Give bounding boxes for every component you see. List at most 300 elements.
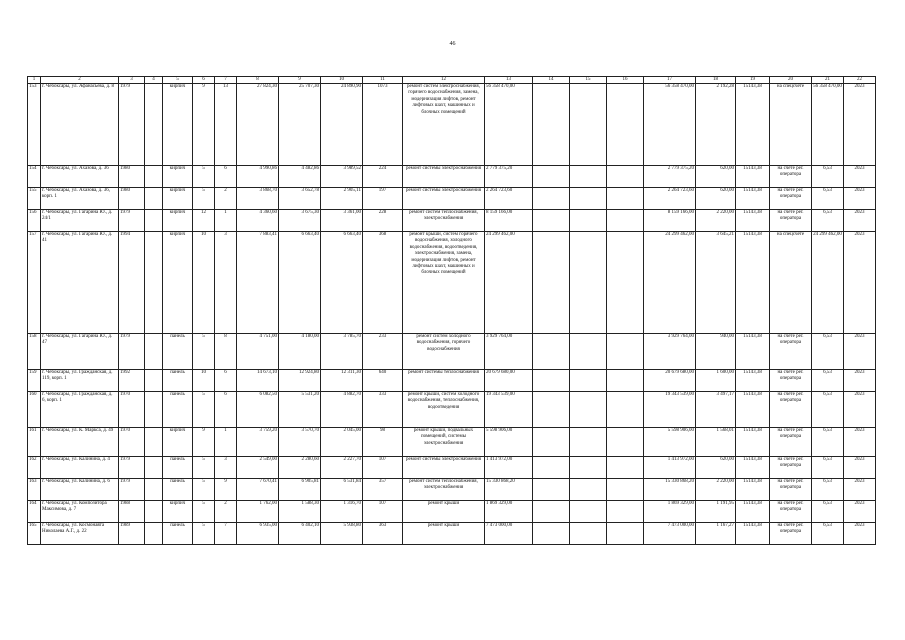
table-cell-col-11: 233 (363, 334, 403, 370)
table-cell-col-11: 228 (363, 210, 403, 232)
table-cell-col-5: панель (163, 392, 193, 428)
table-cell-col-7: 6 (215, 370, 237, 392)
table-cell-col-19: 15143,38 (736, 84, 770, 166)
table-cell-col-12: ремонт крыши, систем горячего водоснабжения, холодного водоснабжения, водоотведения, электроснабжения, замена, модернизация лифтов, ремонт лифтовых шахт, машинных и блочных помещений (403, 232, 485, 334)
table-cell-col-6: 10 (193, 370, 215, 392)
table-cell-col-7: 1 (215, 210, 237, 232)
table-cell-col-6: 12 (193, 210, 215, 232)
table-cell-col-7: 6 (215, 392, 237, 428)
column-number-cell: 16 (607, 77, 644, 84)
table-cell-col-8: 3 759,20 (237, 428, 279, 457)
table-cell-col-4 (145, 523, 163, 545)
table-row (28, 188, 876, 210)
table-cell-col-18: 1 568,01 (696, 428, 736, 457)
table-cell-col-20: на счете рег. оператора (770, 501, 812, 523)
table-cell-col-19: 15143,38 (736, 428, 770, 457)
table-cell-col-13: 24 299 462,00 (485, 232, 533, 334)
table-cell-col-20: на счете рег. оператора (770, 210, 812, 232)
table-cell-col-5: панель (163, 370, 193, 392)
table-cell-col-4 (145, 188, 163, 210)
table-cell-col-3: 1992 (119, 370, 145, 392)
table-cell-col-7: 2 (215, 501, 237, 523)
table-cell-col-6: 5 (193, 392, 215, 428)
table-cell-col-7: 9 (215, 479, 237, 501)
table-cell-col-3: 1980 (119, 166, 145, 188)
column-number-cell: 13 (485, 77, 533, 84)
column-number-cell: 6 (193, 77, 215, 84)
table-cell-col-10: 6 663,40 (321, 232, 363, 334)
table-cell-col-1: 162 (28, 457, 41, 479)
table-cell-col-21: 6,53 (812, 334, 844, 370)
table-cell-col-15 (570, 457, 607, 479)
table-cell-col-9: 1 588,30 (279, 501, 321, 523)
table-cell-col-10: 5 938,80 (321, 523, 363, 545)
table-cell-col-12: ремонт системы электроснабжения (403, 166, 485, 188)
table-row (28, 232, 876, 334)
table-cell-col-20: на счете рег. оператора (770, 188, 812, 210)
table-cell-col-15 (570, 523, 607, 545)
table-cell-col-7: 1 (215, 428, 237, 457)
table-cell-col-21: 6,53 (812, 210, 844, 232)
table-cell-col-9: 5 531,20 (279, 392, 321, 428)
table-cell-col-18: 3 497,17 (696, 392, 736, 428)
table-cell-col-6: 5 (193, 523, 215, 545)
table-row (28, 501, 876, 523)
table-cell-col-2: г. Чебоксары, ул. Гагарина Ю., д. 24/1 (41, 210, 119, 232)
table-cell-col-20: на счете рег. оператора (770, 334, 812, 370)
table-cell-col-17: 19 343 539,00 (644, 392, 696, 428)
table-row (28, 457, 876, 479)
table-cell-col-13: 8 159 166,00 (485, 210, 533, 232)
table-cell-col-2: г. Чебоксары, ул. Космонавта Николаева А.Г., д. 22 (41, 523, 119, 545)
table-cell-col-21: 6,53 (812, 501, 844, 523)
table-cell-col-4 (145, 334, 163, 370)
table-cell-col-16 (607, 84, 644, 166)
table-cell-col-10: 2 905,11 (321, 188, 363, 210)
table-cell-col-21: 6,53 (812, 370, 844, 392)
table-cell-col-2: г. Чебоксары, ул. Калинина, д. 6 (41, 479, 119, 501)
table-cell-col-19: 15143,38 (736, 334, 770, 370)
table-cell-col-22: 2023 (844, 370, 876, 392)
table-cell-col-17: 8 159 166,00 (644, 210, 696, 232)
table-cell-col-16 (607, 457, 644, 479)
table-cell-col-19: 15143,38 (736, 523, 770, 545)
column-number-cell: 11 (363, 77, 403, 84)
table-cell-col-14 (533, 334, 570, 370)
table-cell-col-20: на счете рег. оператора (770, 392, 812, 428)
table-cell-col-17: 7 473 000,00 (644, 523, 696, 545)
table-cell-col-9: 2 280,60 (279, 457, 321, 479)
table-cell-col-7: 2 (215, 188, 237, 210)
table-cell-col-2: г. Чебоксары, ул. Гражданская, д. 119, корп. 1 (41, 370, 119, 392)
table-cell-col-8: 14 673,10 (237, 370, 279, 392)
table-cell-col-13: 20 679 680,00 (485, 370, 533, 392)
column-number-cell: 15 (570, 77, 607, 84)
table-row (28, 84, 876, 166)
table-cell-col-19: 15143,38 (736, 166, 770, 188)
column-number-cell: 18 (696, 77, 736, 84)
table-cell-col-2: г. Чебоксары, ул. Композитора Максимова, д. 7 (41, 501, 119, 523)
table-cell-col-22: 2023 (844, 210, 876, 232)
table-cell-col-2: г. Чебоксары, ул. Гагарина Ю., д. 41 (41, 232, 119, 334)
table-cell-col-10: 2 227,70 (321, 457, 363, 479)
table-cell-col-5: панель (163, 457, 193, 479)
page-number: 46 (449, 41, 456, 47)
table-cell-col-7: 7 (215, 523, 237, 545)
table-cell-col-22: 2023 (844, 523, 876, 545)
table-cell-col-6: 10 (193, 232, 215, 334)
table-cell-col-20: на спецсчете (770, 84, 812, 166)
column-number-cell: 5 (163, 77, 193, 84)
table-cell-col-19: 15143,38 (736, 370, 770, 392)
table-cell-col-12: ремонт системы теплоснабжения (403, 370, 485, 392)
table-cell-col-14 (533, 84, 570, 166)
table-cell-col-18: 2 192,28 (696, 84, 736, 166)
table-cell-col-12: ремонт крыши, подвальных помещений, системы электроснабжения (403, 428, 485, 457)
table-cell-col-22: 2023 (844, 232, 876, 334)
table-cell-col-10: 6 531,84 (321, 479, 363, 501)
table-cell-col-4 (145, 392, 163, 428)
table-cell-col-1: 163 (28, 479, 41, 501)
table-cell-col-3: 1988 (119, 501, 145, 523)
table-cell-col-20: на счете рег. оператора (770, 166, 812, 188)
table-cell-col-3: 1979 (119, 457, 145, 479)
table-cell-col-9: 6 905,81 (279, 479, 321, 501)
table-cell-col-2: г. Чебоксары, ул. Гагарина Ю., д. 47 (41, 334, 119, 370)
table-row (28, 392, 876, 428)
table-cell-col-4 (145, 501, 163, 523)
table-cell-col-16 (607, 392, 644, 428)
table-cell-col-14 (533, 370, 570, 392)
table-cell-col-11: 107 (363, 501, 403, 523)
column-number-cell: 12 (403, 77, 485, 84)
table-cell-col-13: 2 264 723,60 (485, 188, 533, 210)
table-cell-col-8: 7 883,41 (237, 232, 279, 334)
column-number-cell: 19 (736, 77, 770, 84)
table-cell-col-12: ремонт крыши (403, 523, 485, 545)
table-cell-col-20: на счете рег. оператора (770, 523, 812, 545)
table-cell-col-15 (570, 188, 607, 210)
table-cell-col-21: 6,53 (812, 166, 844, 188)
table-cell-col-6: 5 (193, 501, 215, 523)
table-cell-col-10: 4 882,70 (321, 392, 363, 428)
column-number-cell: 3 (119, 77, 145, 84)
table-cell-col-22: 2023 (844, 188, 876, 210)
table-cell-col-5: кирпич (163, 428, 193, 457)
table-cell-col-3: 1979 (119, 334, 145, 370)
table-cell-col-8: 4 751,00 (237, 334, 279, 370)
table-cell-col-4 (145, 479, 163, 501)
table-cell-col-7: 3 (215, 457, 237, 479)
table-cell-col-12: ремонт системы электроснабжения (403, 188, 485, 210)
table-cell-col-21: 56 358 470,00 (812, 84, 844, 166)
table-cell-col-13: 56 358 470,00 (485, 84, 533, 166)
table-cell-col-12: ремонт систем электроснабжения, горячего водоснабжения, замена, модернизация лифтов, ремонт лифтовых шахт, машинных и блочных помещений (403, 84, 485, 166)
table-cell-col-17: 2 779 375,20 (644, 166, 696, 188)
table-cell-col-13: 3 929 764,00 (485, 334, 533, 370)
table-cell-col-10: 3 989,52 (321, 166, 363, 188)
table-cell-col-9: 3 675,30 (279, 210, 321, 232)
table-cell-col-9: 3 570,70 (279, 428, 321, 457)
table-cell-col-4 (145, 166, 163, 188)
table-cell-col-11: 357 (363, 479, 403, 501)
table-cell-col-20: на счете рег. оператора (770, 457, 812, 479)
table-cell-col-17: 3 929 764,00 (644, 334, 696, 370)
table-cell-col-11: 640 (363, 370, 403, 392)
table-cell-col-10: 3 361,00 (321, 210, 363, 232)
table-cell-col-11: 98 (363, 428, 403, 457)
table-cell-col-17: 56 358 470,00 (644, 84, 696, 166)
column-number-cell: 21 (812, 77, 844, 84)
table-cell-col-1: 161 (28, 428, 41, 457)
table-cell-col-18: 2 220,00 (696, 210, 736, 232)
table-cell-col-3: 1970 (119, 428, 145, 457)
table-cell-col-18: 1 191,95 (696, 501, 736, 523)
table-cell-col-14 (533, 501, 570, 523)
table-cell-col-16 (607, 334, 644, 370)
table-cell-col-12: ремонт системы электроснабжения (403, 457, 485, 479)
table-cell-col-11: 363 (363, 523, 403, 545)
table-cell-col-5: кирпич (163, 501, 193, 523)
table-cell-col-2: г. Чебоксары, ул. Калинина, д. 4 (41, 457, 119, 479)
table-cell-col-22: 2023 (844, 479, 876, 501)
table-cell-col-9: 6 663,40 (279, 232, 321, 334)
capital-repair-register-table (27, 76, 876, 545)
table-cell-col-15 (570, 210, 607, 232)
table-cell-col-8: 3 868,70 (237, 188, 279, 210)
table-cell-col-22: 2023 (844, 166, 876, 188)
table-cell-col-6: 9 (193, 428, 215, 457)
table-cell-col-22: 2023 (844, 334, 876, 370)
table-cell-col-10: 24 890,90 (321, 84, 363, 166)
table-cell-col-1: 158 (28, 334, 41, 370)
table-cell-col-15 (570, 334, 607, 370)
table-cell-col-5: кирпич (163, 84, 193, 166)
table-cell-col-6: 5 (193, 479, 215, 501)
table-cell-col-1: 156 (28, 210, 41, 232)
table-cell-col-16 (607, 370, 644, 392)
table-cell-col-5: панель (163, 479, 193, 501)
table-cell-col-15 (570, 479, 607, 501)
table-cell-col-11: 368 (363, 232, 403, 334)
table-cell-col-4 (145, 210, 163, 232)
column-number-header-row (28, 77, 876, 84)
table-cell-col-12: ремонт крыши (403, 501, 485, 523)
table-cell-col-15 (570, 166, 607, 188)
table-cell-col-5: панель (163, 334, 193, 370)
table-cell-col-8: 7 670,41 (237, 479, 279, 501)
table-row (28, 479, 876, 501)
table-cell-col-18: 940,00 (696, 334, 736, 370)
table-cell-col-17: 1 413 972,00 (644, 457, 696, 479)
table-cell-col-9: 4 180,00 (279, 334, 321, 370)
table-cell-col-18: 1 167,27 (696, 523, 736, 545)
table-cell-col-17: 1 869 329,00 (644, 501, 696, 523)
table-cell-col-8: 1 762,00 (237, 501, 279, 523)
table-cell-col-4 (145, 370, 163, 392)
table-cell-col-9: 6 402,10 (279, 523, 321, 545)
table-cell-col-17: 5 598 906,00 (644, 428, 696, 457)
table-cell-col-2: г. Чебоксары, ул. Ахазова, д. 36 (41, 166, 119, 188)
table-cell-col-19: 15143,38 (736, 188, 770, 210)
table-cell-col-22: 2023 (844, 501, 876, 523)
table-cell-col-3: 1979 (119, 210, 145, 232)
table-cell-col-5: панель (163, 523, 193, 545)
table-cell-col-20: на счете рег. оператора (770, 370, 812, 392)
table-cell-col-8: 4 990,86 (237, 166, 279, 188)
table-cell-col-20: на спецсчете (770, 232, 812, 334)
table-cell-col-6: 5 (193, 166, 215, 188)
table-cell-col-13: 5 598 906,00 (485, 428, 533, 457)
table-cell-col-21: 6,53 (812, 392, 844, 428)
table-cell-col-12: ремонт систем теплоснабжения, электроснабжения (403, 479, 485, 501)
table-cell-col-14 (533, 232, 570, 334)
table-cell-col-2: г. Чебоксары, ул. Гражданская, д. 6, корп. 1 (41, 392, 119, 428)
table-cell-col-22: 2023 (844, 392, 876, 428)
table-cell-col-15 (570, 428, 607, 457)
table-cell-col-21: 24 299 462,00 (812, 232, 844, 334)
table-cell-col-18: 620,00 (696, 166, 736, 188)
table-cell-col-1: 153 (28, 84, 41, 166)
table-cell-col-1: 159 (28, 370, 41, 392)
table-cell-col-14 (533, 188, 570, 210)
table-cell-col-19: 15143,38 (736, 392, 770, 428)
column-number-cell: 2 (41, 77, 119, 84)
column-number-cell: 4 (145, 77, 163, 84)
table-cell-col-5: кирпич (163, 232, 193, 334)
column-number-cell: 9 (279, 77, 321, 84)
table-cell-col-6: 5 (193, 188, 215, 210)
table-cell-col-18: 3 645,21 (696, 232, 736, 334)
table-cell-col-1: 155 (28, 188, 41, 210)
table-cell-col-17: 15 330 868,20 (644, 479, 696, 501)
table-cell-col-15 (570, 232, 607, 334)
table-cell-col-6: 9 (193, 84, 215, 166)
table-cell-col-5: кирпич (163, 166, 193, 188)
table-cell-col-7: 6 (215, 166, 237, 188)
table-cell-col-11: 224 (363, 166, 403, 188)
table-cell-col-3: 1979 (119, 479, 145, 501)
table-cell-col-1: 160 (28, 392, 41, 428)
table-cell-col-12: ремонт систем теплоснабжения, электроснабжения (403, 210, 485, 232)
table-cell-col-11: 333 (363, 392, 403, 428)
table-cell-col-4 (145, 457, 163, 479)
table-cell-col-14 (533, 457, 570, 479)
table-cell-col-14 (533, 392, 570, 428)
table-row (28, 334, 876, 370)
table-cell-col-5: кирпич (163, 188, 193, 210)
table-cell-col-17: 20 679 680,00 (644, 370, 696, 392)
table-cell-col-1: 165 (28, 523, 41, 545)
table-cell-col-21: 6,53 (812, 188, 844, 210)
column-number-cell: 14 (533, 77, 570, 84)
table-cell-col-7: 13 (215, 84, 237, 166)
table-cell-col-1: 164 (28, 501, 41, 523)
table-cell-col-16 (607, 188, 644, 210)
table-cell-col-14 (533, 523, 570, 545)
table-cell-col-19: 15143,38 (736, 479, 770, 501)
table-cell-col-13: 7 473 000,00 (485, 523, 533, 545)
table-cell-col-7: 8 (215, 334, 237, 370)
table-cell-col-16 (607, 523, 644, 545)
table-cell-col-3: 1980 (119, 188, 145, 210)
table-cell-col-19: 15143,38 (736, 232, 770, 334)
table-cell-col-15 (570, 84, 607, 166)
table-cell-col-9: 4 482,86 (279, 166, 321, 188)
table-cell-col-11: 107 (363, 457, 403, 479)
table-cell-col-20: на счете рег. оператора (770, 428, 812, 457)
table-cell-col-14 (533, 479, 570, 501)
column-number-cell: 22 (844, 77, 876, 84)
table-cell-col-17: 24 299 462,00 (644, 232, 696, 334)
column-number-cell: 10 (321, 77, 363, 84)
column-number-cell: 7 (215, 77, 237, 84)
table-cell-col-21: 6,53 (812, 457, 844, 479)
table-cell-col-8: 2 549,00 (237, 457, 279, 479)
table-cell-col-21: 6,53 (812, 428, 844, 457)
table-cell-col-2: г. Чебоксары, ул. К. Маркса, д. 49 (41, 428, 119, 457)
table-cell-col-20: на счете рег. оператора (770, 479, 812, 501)
table-cell-col-4 (145, 232, 163, 334)
table-row (28, 428, 876, 457)
table-cell-col-18: 2 220,00 (696, 479, 736, 501)
table-cell-col-11: 197 (363, 188, 403, 210)
table-cell-col-13: 2 779 375,20 (485, 166, 533, 188)
table-cell-col-8: 6 082,50 (237, 392, 279, 428)
table-cell-col-4 (145, 84, 163, 166)
table-cell-col-5: кирпич (163, 210, 193, 232)
table-cell-col-16 (607, 501, 644, 523)
table-cell-col-8: 4 360,60 (237, 210, 279, 232)
table-cell-col-14 (533, 428, 570, 457)
table-cell-col-15 (570, 501, 607, 523)
table-cell-col-18: 620,00 (696, 188, 736, 210)
column-number-cell: 17 (644, 77, 696, 84)
table-cell-col-13: 19 343 539,00 (485, 392, 533, 428)
table-cell-col-1: 157 (28, 232, 41, 334)
table-cell-col-17: 2 264 723,60 (644, 188, 696, 210)
table-cell-col-22: 2023 (844, 428, 876, 457)
table-cell-col-10: 3 785,70 (321, 334, 363, 370)
table-cell-col-15 (570, 392, 607, 428)
table-cell-col-21: 6,53 (812, 523, 844, 545)
table-cell-col-16 (607, 479, 644, 501)
table-cell-col-8: 27 824,30 (237, 84, 279, 166)
table-cell-col-14 (533, 166, 570, 188)
column-number-cell: 8 (237, 77, 279, 84)
table-cell-col-19: 15143,38 (736, 501, 770, 523)
table-cell-col-9: 25 707,30 (279, 84, 321, 166)
table-cell-col-9: 3 652,78 (279, 188, 321, 210)
table-cell-col-14 (533, 210, 570, 232)
table-cell-col-13: 15 330 868,20 (485, 479, 533, 501)
table-cell-col-12: ремонт крыши, систем холодного водоснабжения, теплоснабжения, водоотведения (403, 392, 485, 428)
column-number-cell: 1 (28, 77, 41, 84)
table-cell-col-18: 620,00 (696, 457, 736, 479)
table-cell-col-13: 1 413 972,00 (485, 457, 533, 479)
table-cell-col-6: 5 (193, 334, 215, 370)
table-row (28, 210, 876, 232)
table-cell-col-3: 1989 (119, 523, 145, 545)
table-cell-col-18: 1 600,00 (696, 370, 736, 392)
table-cell-col-9: 12 924,80 (279, 370, 321, 392)
table-cell-col-3: 1970 (119, 392, 145, 428)
table-cell-col-19: 15143,38 (736, 457, 770, 479)
column-number-cell: 20 (770, 77, 812, 84)
table-cell-col-4 (145, 428, 163, 457)
table-cell-col-16 (607, 166, 644, 188)
table-cell-col-7: 3 (215, 232, 237, 334)
